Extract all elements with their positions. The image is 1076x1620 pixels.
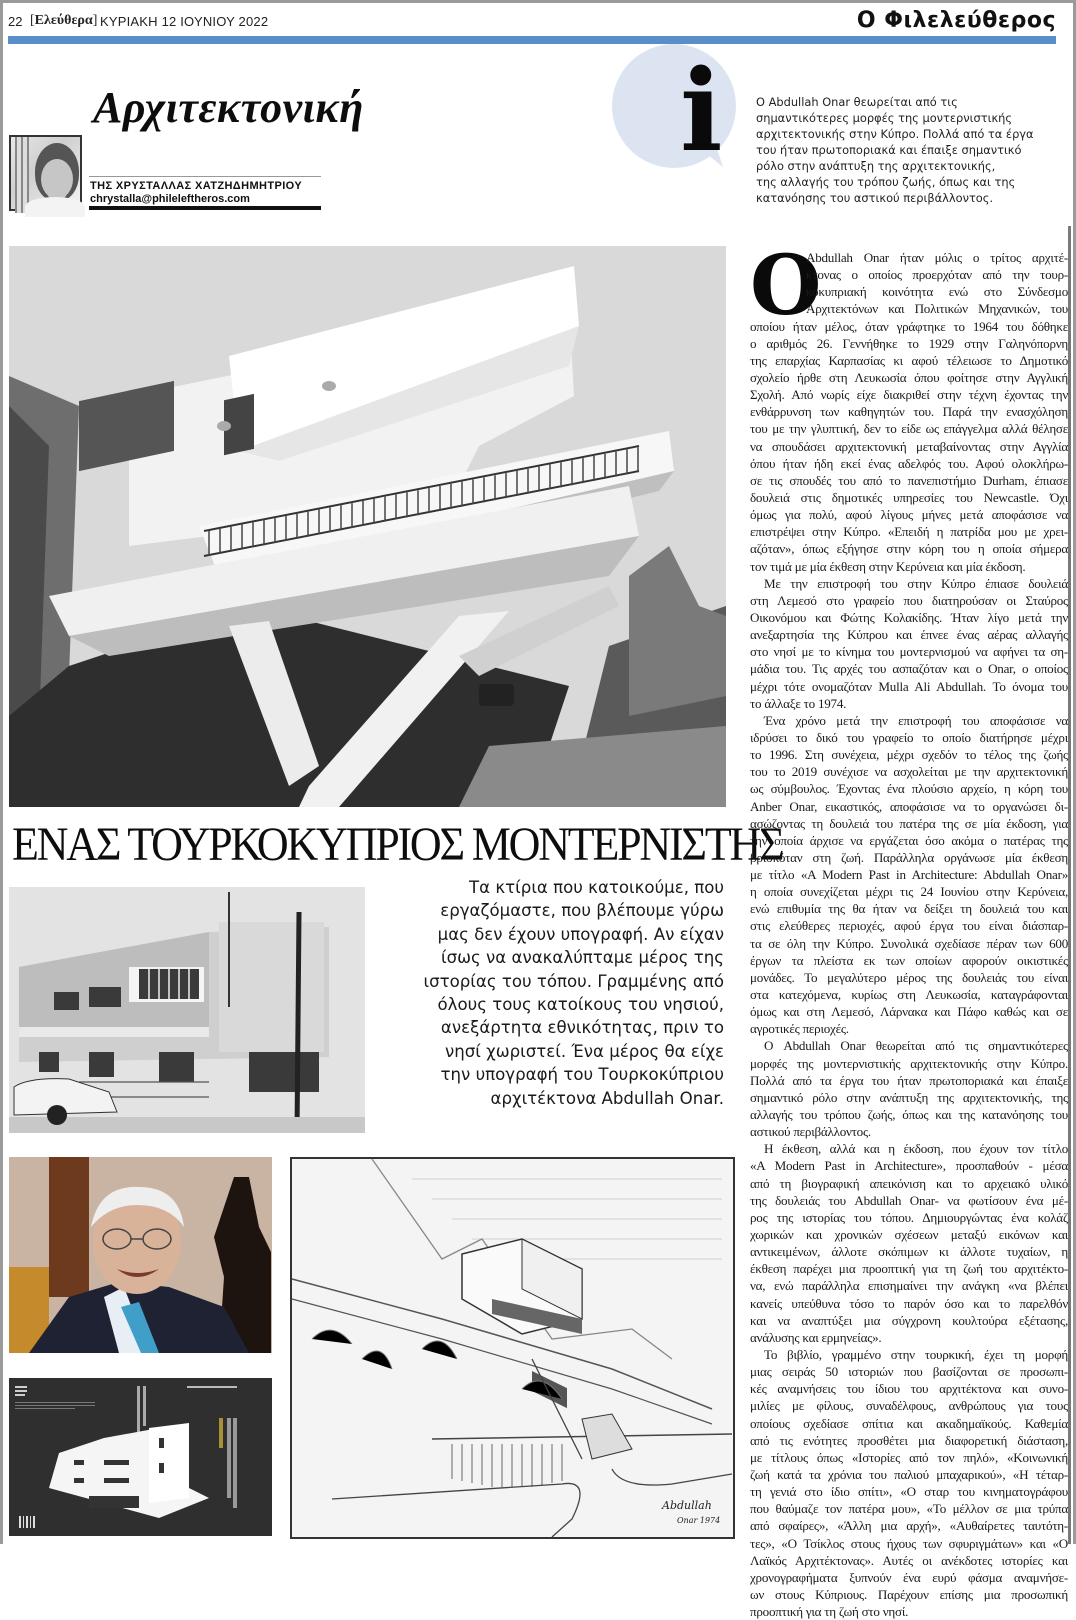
info-icon: i	[680, 46, 723, 177]
masthead	[8, 10, 1056, 34]
article-line: σημαντικό ρόλο στην ανάπτυξη της αρχιτεκτονικής, της	[750, 1089, 1068, 1105]
article-line: όπου ήταν ήδη εκεί ένας αδελφός του. Αφού ολοκλήρω-	[750, 455, 1068, 471]
article-line: χωρικών και χρονικών σχέσεων μεταξύ εικόνων και	[750, 1227, 1068, 1243]
byline-rule-bottom	[89, 206, 321, 210]
article-line: αζόταν», όπως εξήγησε στην κόρη του η οποία σήμερα	[750, 541, 1068, 557]
main-photo-illustration	[9, 246, 726, 807]
article-line: ενθάρρυνση των καθηγητών του. Παρά την ενασχόληση	[750, 404, 1068, 420]
article-line: μιλίες με φίλους, συναδέλφους, ανθρώπους για τους	[750, 1398, 1068, 1414]
architectural-sketch	[290, 1157, 735, 1539]
article-line: αστικού περιβάλλοντος.	[750, 1124, 871, 1140]
article-line: όμως και στη Λεμεσό, Λάρνακα και Πάφο καθώς και σε	[750, 1004, 1068, 1020]
article-line: Με την επιστροφή του στην Κύπρο έπιασε δουλειά	[764, 575, 1068, 591]
author-photo-background	[15, 137, 29, 213]
article-line: ων στους Κύπριους. Παρέχουν επίσης μια προσωπική	[750, 1586, 1068, 1602]
article-line: στη Λεμεσό στο γραφείο που διατηρούσαν οι Σταύρος	[750, 592, 1068, 608]
headline: ΕΝΑΣ ΤΟΥΡΚΟΚΥΠΡΙΟΣ ΜΟΝΤΕΡΝΙΣΤΗΣ	[12, 818, 783, 871]
article-line: αντικειμένων, άλλοτε σκόπιμων κι άλλοτε τυχαίων, η	[750, 1244, 1068, 1260]
article-line: Λαϊκός Αρχιτέκτονας». Αυτές οι ανέκδοτες ιστορίες και	[750, 1552, 1068, 1568]
page-number: 22	[8, 14, 23, 29]
author-photo-face	[41, 159, 73, 199]
article-line: αγροτικές περιοχές.	[750, 1021, 849, 1037]
article-line: Οικονόμου και Φώτης Κολακίδης. Ήταν λίγο μετά την	[750, 609, 1068, 625]
article-line: της επαρχίας Καρπασίας κι αφού τέλειωσε το Δημοτικό	[750, 352, 1068, 368]
article-line: κτονας ο οποίος προερχόταν από την τουρ-	[806, 267, 1068, 283]
article-body	[750, 249, 1068, 1620]
article-line: μονάδες. Το μεγαλύτερο μέρος της δουλειάς του είναι	[750, 969, 1068, 985]
article-line: «A Modern Past in Architecture», προσπαθούν - μέσα	[750, 1158, 1068, 1174]
article-line: προοπτική για τη ζωή στο νησί.	[750, 1604, 909, 1620]
article-line: τον τιμά με μία έκθεση στην Κερύνεια και μία έκδοση.	[750, 558, 1026, 574]
section-brand-label: Ελεύθερα	[34, 13, 93, 28]
portrait-illustration	[9, 1157, 272, 1353]
article-line: βρισκόταν στη ζωή. Παράλληλα οργάνωσε μία έκθεση	[750, 849, 1068, 865]
article-line: κανείς υπεύθυνα τόσο το παρόν όσο και το παρελθόν	[750, 1295, 1068, 1311]
article-line: από τη βιογραφική απεικόνιση και το αρχειακό υλικό	[750, 1175, 1068, 1191]
article-line: που θαύμαζε τον πατέρα μου», «Το μέλλον σε μια τρύπα	[750, 1501, 1068, 1517]
article-line: έργων τα πλείστα εκ των οποίων αφορούν οικιστικές	[750, 952, 1068, 968]
info-box-text	[756, 94, 1071, 206]
drop-cap: Ο	[750, 238, 822, 334]
header-rule	[8, 36, 1056, 44]
second-photo	[9, 887, 365, 1133]
pull-quote-line: όλους τους κατοίκους του νησιού,	[437, 995, 724, 1015]
article-line: του με την γλυπτική, δεν το είδε ως επάγγελμα αλλά θέλησε	[750, 421, 1068, 437]
article-line: Η έκθεση, αλλά και η έκδοση, που έχουν τον τίτλο	[764, 1141, 1068, 1157]
pull-quote-line: αρχιτέκτονα Abdullah Onar.	[490, 1088, 724, 1108]
article-line: κές αναμνήσεις του ίδιου του αρχιτέκτονα και συνο-	[750, 1381, 1068, 1397]
article-line: την οποία άρχισε να εργάζεται όσο ακόμα ο πατέρας της	[750, 832, 1068, 848]
byline-email[interactable]: chrystalla@phileleftheros.com	[90, 193, 250, 205]
second-photo-illustration	[9, 887, 365, 1133]
article-line: ανεξαρτησία της Κύπρου και έπνεε ένας αέρας αλλαγής	[750, 627, 1068, 643]
article-line: από τις ενότητες προσθέτει μια διαφορετική διάσταση,	[750, 1432, 1068, 1448]
sketch-signature: Abdullah	[662, 1499, 712, 1512]
article-line: μορφές της μοντερνιστικής αρχιτεκτονικής στην Κύπρο.	[750, 1055, 1068, 1071]
section-brand: [Ελεύθερα]	[30, 13, 98, 28]
pull-quote-line: ίσως να ανακαλύπταμε μέρος της	[440, 948, 724, 968]
info-line: της αλλαγής του τρόπου ζωής, όπως και της	[756, 175, 1016, 189]
info-line: κατανόησης του αστικού περιβάλλοντος.	[756, 191, 994, 205]
pull-quote-line: Τα κτίρια που κατοικούμε, που	[469, 878, 724, 897]
article-line: του το 2019 συνέχισε να ασχολείται με την αρχιτεκτονική	[750, 764, 1068, 780]
article-line: κοκυπριακή κοινότητα ενώ στο Σύνδεσμο	[806, 284, 1068, 300]
article-line: οποίου ήταν μέλος, όταν γράφτηκε το 1964 του δόθηκε	[750, 318, 1068, 334]
article-line: και να αναπτύξει μια σύγχρονη κουλτούρα εξέτασης,	[750, 1312, 1068, 1328]
sketch-illustration	[292, 1159, 733, 1537]
article-line: τη γενιά στο ίδιο σπίτι», «Ο σταρ του κινηματογράφου	[750, 1484, 1068, 1500]
article-line: αλλαγής του τρόπου ζωής, όπως και της κατανόησης του	[750, 1107, 1068, 1123]
article-line: μέχρι τότε ονομαζόταν Mulla Ali Abdullah. Το όνομα του	[750, 678, 1068, 694]
article-line: ιδρύσει το δικό του γραφείο το οποίο διατήρησε μέχρι	[750, 729, 1068, 745]
article-line: στα κατεχόμενα, κυρίως στη Λευκωσία, καταγράφονται	[750, 987, 1068, 1003]
info-line: αρχιτεκτονικής στην Κύπρο. Πολλά από τα έργα	[756, 127, 1034, 141]
article-line: τα σε όλη την Κύπρο. Συνολικά σχεδίασε πέραν των 600	[750, 935, 1068, 951]
pull-quote-line: την υπογραφή του Τουρκοκύπριου	[440, 1065, 724, 1085]
article-line: μάδια του. Τις αρχές του ασπαζόταν και ο Onar, ο οποίος	[750, 661, 1068, 677]
author-photo-shoulders	[25, 197, 85, 217]
pull-quote	[378, 876, 724, 1110]
article-line: η οποία συνεχίζεται μέχρι τις 24 Ιουνίου στην Κερύνεια,	[750, 884, 1068, 900]
info-line: σημαντικότερες μορφές της μοντερνιστικής	[756, 111, 1013, 125]
article-line: χρονογραφήματα ξυπνούν ένα ευρύ φάσμα αναμνήσε-	[750, 1569, 1068, 1585]
article-line: Πολλά από τα έργα του ήταν πρωτοποριακά και έπαιξε	[750, 1072, 1068, 1088]
article-line: ο αριθμός 26. Γεννήθηκε το 1929 στην Γαληνόπορνη	[750, 335, 1068, 351]
article-line: οποίους σχεδίασε σπίτια και ακαδημαϊκούς. Καθεμία	[750, 1415, 1068, 1431]
article-line: ζωή κατά τα χρόνια του παλιού μπαχαρικού», «Η τέταρ-	[750, 1466, 1068, 1482]
article-line: το 1996. Στη συνέχεια, μέχρι σχεδόν το τέλος της ζωής	[750, 747, 1068, 763]
article-line: επιστρέψει στην Κύπρο. «Επειδή η πατρίδα μου με χρει-	[750, 524, 1068, 540]
article-line: να, ενώ παράλληλα επισημαίνει την ανάγκη «να βλέπει	[750, 1278, 1068, 1294]
article-line: μιας σειράς 50 ιστοριών που βασίζονται σε προσωπι-	[750, 1364, 1068, 1380]
article-line: της δουλειάς του Abdullah Onar- να φωτίσουν ένα μέ-	[750, 1192, 1068, 1208]
article-line: το άλλαξε το 1974.	[750, 695, 847, 711]
byline-author: ΤΗΣ ΧΡΥΣΤΑΛΛΑΣ ΧΑΤΖΗΔΗΜΗΤΡΙΟΥ	[90, 180, 303, 192]
article-line: ως σύμβουλος. Έχοντας ένα πλούσιο αρχείο, η κόρη του	[750, 781, 1068, 797]
article-line: στις ελεύθερες περιοχές, αφού έργα του είναι διάσπαρ-	[750, 918, 1068, 934]
issue-date: ΚΥΡΙΑΚΗ 12 ΙΟΥΝΙΟΥ 2022	[100, 14, 269, 29]
article-line: όμως για πολύ, αφού λίγους μήνες μετά αποφάσισε να	[750, 507, 1068, 523]
article-line: να σπουδάσει αρχιτεκτονική μεταβαίνοντας στην Αγγλία	[750, 438, 1068, 454]
pull-quote-line: ανεξάρτητα εθνικότητας, πριν το	[440, 1018, 724, 1038]
article-line: έκθεση παρέχει μια προοπτική για τη ζωή του αρχιτέκτο-	[750, 1261, 1068, 1277]
article-line: Abdullah Onar ήταν μόλις ο τρίτος αρχιτέ-	[806, 250, 1068, 265]
article-line: στο νησί με το κίνημα του μοντερνισμού να αφήνει τα ση-	[750, 644, 1068, 660]
info-line: ρόλο στην ανάπτυξη της αρχιτεκτονικής,	[756, 159, 996, 173]
article-line: ενώ επιθυμία της θα ήταν να δείξει τη δουλειά του και	[750, 901, 1068, 917]
author-photo	[9, 135, 82, 211]
book-cover-illustration	[9, 1378, 272, 1536]
article-line: σχολείο ήρθε στη Λευκωσία όπου φοίτησε στην Αγγλική	[750, 369, 1068, 385]
article-line: Anber Onar, εικαστικός, αποφάσισε να το οργανώσει δι-	[750, 798, 1068, 814]
article-line: ρος της ιστορίας του τόπου. Δημιουργώντας ένα κολάζ	[750, 1209, 1068, 1225]
portrait-photo	[9, 1157, 272, 1353]
sketch-signature-date: Onar 1974	[677, 1516, 721, 1525]
article-line: Ένα χρόνο μετά την επιστροφή του αποφάσισε να	[764, 712, 1068, 728]
pull-quote-line: νησί χωριστεί. Ένα μέρος θα είχε	[444, 1041, 724, 1061]
article-line: Το βιβλίο, γραμμένο στην τουρκική, έχει τη μορφή	[764, 1347, 1068, 1362]
column-title: Αρχιτεκτονική	[93, 83, 364, 132]
pull-quote-line: μας δεν έχουν υπογραφή. Αν είχαν	[437, 924, 724, 944]
article-line: Αρχιτεκτόνων και Πολιτικών Μηχανικών, του	[806, 301, 1068, 317]
article-line: ανάλυσης και ερμηνείας».	[750, 1329, 882, 1345]
article-line: τες», «Ο Τσίκλος στους ήχους των σφυριγμάτων» και «Ο	[750, 1535, 1068, 1551]
byline-rule-top	[89, 176, 321, 177]
article-line: από σφαίρες», «Άλλη μια αρχή», «Αυθαίρετες ταυτότη-	[750, 1518, 1068, 1534]
article-line: με τίτλους όπως «Ιστορίες από τον πηλό», «Κοινωνική	[750, 1449, 1068, 1465]
info-line: του ήταν πρωτοποριακά και έπαιξε σημαντικό	[756, 143, 1022, 157]
article-line: σε τις σπουδές του από το πανεπιστήμιο Durham, έπιασε	[750, 472, 1068, 488]
pull-quote-line: εργαζόμαστε, που βλέπουμε γύρω	[440, 901, 724, 921]
main-photo	[9, 246, 726, 807]
article-line: Σχολή. Από νωρίς είχε διακριθεί στην τέχνη έχοντας την	[750, 387, 1068, 403]
pull-quote-line: ιστορίας του τόπου. Γραμμένης από	[423, 971, 724, 991]
info-line: Ο Abdullah Onar θεωρείται από τις	[756, 95, 958, 109]
article-line: Ο Abdullah Onar θεωρείται από τις σημαντικότερες	[764, 1038, 1068, 1054]
article-line: με τίτλο «A Modern Past in Architecture: Abdullah Onar»	[750, 867, 1068, 883]
newspaper-name: Ο Φιλελεύθερος	[856, 8, 1056, 33]
article-line: δουλειά στις δημοτικές υπηρεσίες του Newcastle. Όχι	[750, 489, 1068, 505]
book-cover	[9, 1378, 272, 1536]
article-line: ασώζοντας τη δουλειά του πατέρα της σε μία έκδοση, για	[750, 815, 1068, 831]
page-edge	[1068, 226, 1071, 1544]
